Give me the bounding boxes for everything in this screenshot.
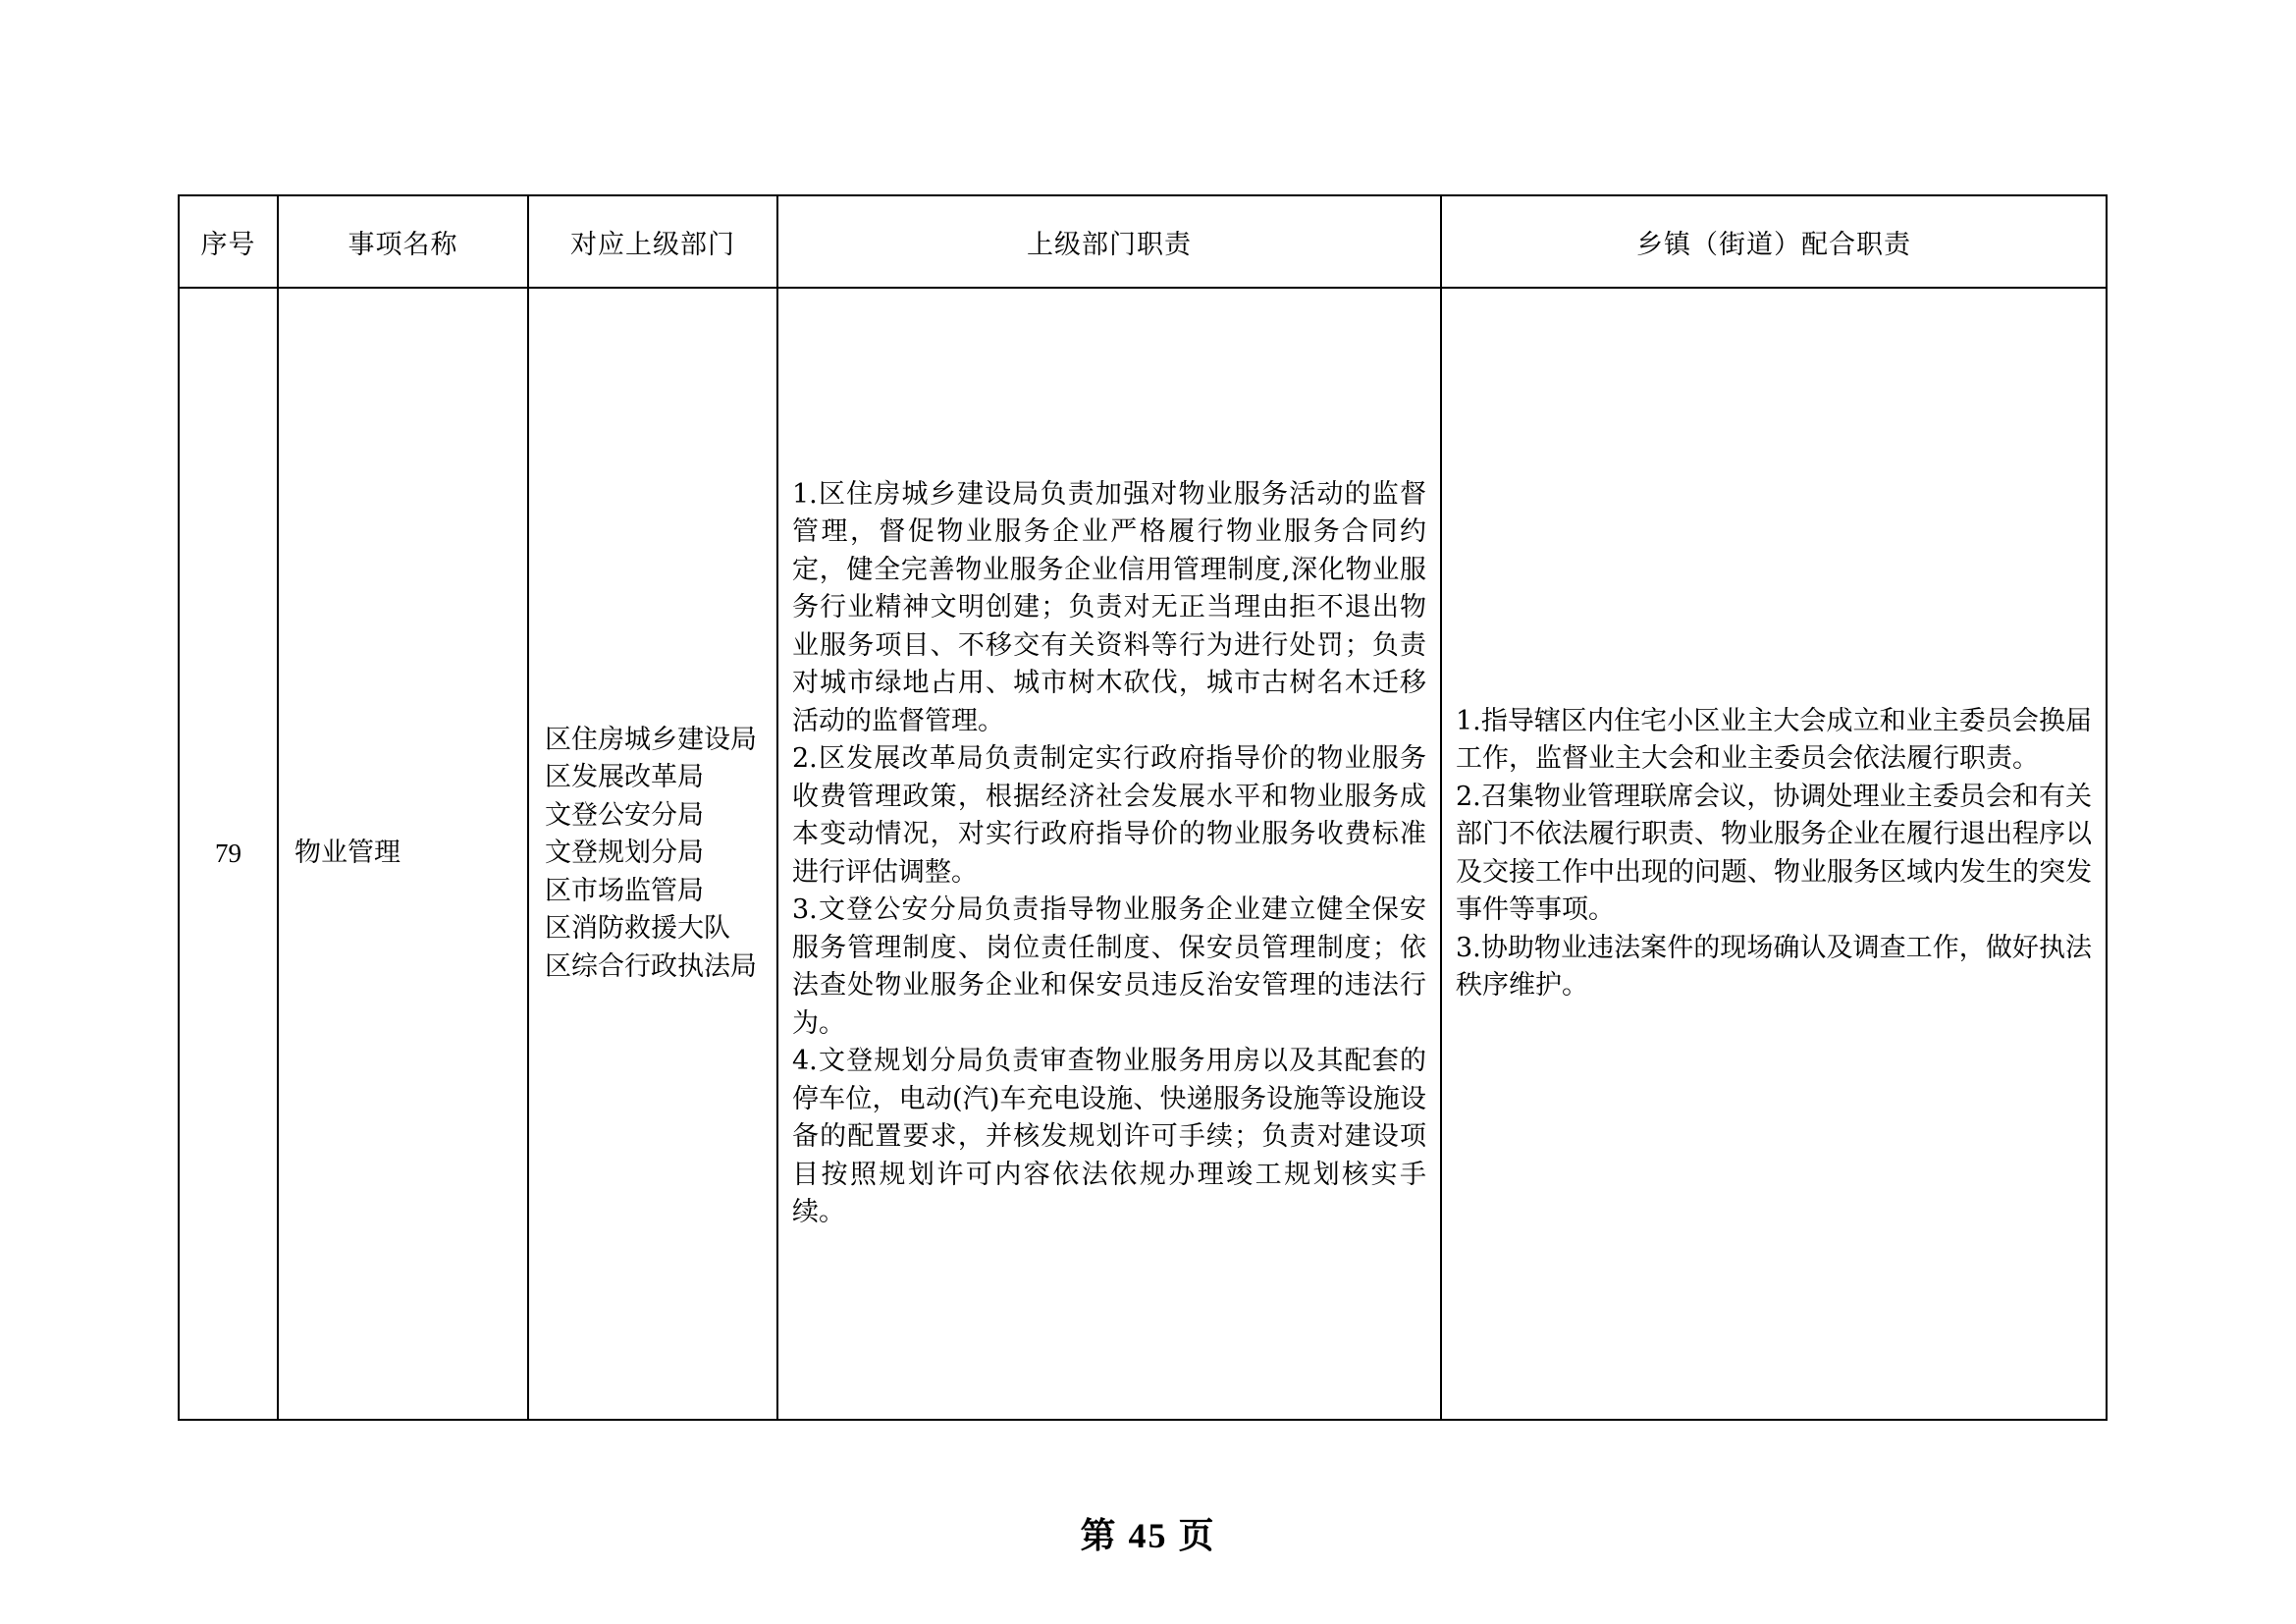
cell-serial-no: 79 [179, 288, 278, 1420]
table-header-row [179, 195, 2107, 288]
department-item: 文登规划分局 [545, 838, 704, 869]
cooperation-paragraph: 2.召集物业管理联席会议，协调处理业主委员会和有关部门不依法履行职责、物业服务企业在履行退出程序以及交接工作中出现的问题、物业服务区域内发生的突发事件等事项。 [1456, 781, 2092, 925]
department-item: 区消防救援大队 [545, 913, 730, 945]
header-township-cooperation: 乡镇（街道）配合职责 [1441, 195, 2107, 288]
cell-cooperation [1441, 288, 2107, 1420]
cooperation-paragraph: 3.协助物业违法案件的现场确认及调查工作，做好执法秩序维护。 [1456, 932, 2092, 1001]
header-superior-responsibilities: 上级部门职责 [777, 195, 1441, 288]
department-item: 区发展改革局 [545, 762, 704, 793]
department-item: 区市场监管局 [545, 875, 704, 906]
responsibility-paragraph: 4.文登规划分局负责审查物业服务用房以及其配套的停车位，电动(汽)车充电设施、快递服务设施等设施设备的配置要求，并核发规划许可手续；负责对建设项目按照规划许可内容依法依规办理竣工规划核实手续。 [792, 1046, 1426, 1227]
department-item: 区综合行政执法局 [545, 950, 757, 982]
responsibility-paragraph: 1.区住房城乡建设局负责加强对物业服务活动的监督管理，督促物业服务企业严格履行物业服务合同约定，健全完善物业服务企业信用管理制度,深化物业服务行业精神文明创建；负责对无正当理由拒不退出物业服务项目、不移交有关资料等行为进行处罚；负责对城市绿地占用、城市树木砍伐，城市古树名木迁移活动的监督管理。 [792, 478, 1426, 736]
header-serial-no: 序号 [179, 195, 278, 288]
header-superior-department: 对应上级部门 [528, 195, 777, 288]
responsibility-paragraph: 3.文登公安分局负责指导物业服务企业建立健全保安服务管理制度、岗位责任制度、保安员管理制度；依法查处物业服务企业和保安员违反治安管理的违法行为。 [792, 894, 1426, 1039]
cell-responsibilities [777, 288, 1441, 1420]
header-item-name: 事项名称 [278, 195, 528, 288]
responsibility-paragraph: 2.区发展改革局负责制定实行政府指导价的物业服务收费管理政策，根据经济社会发展水平和物业服务成本变动情况，对实行政府指导价的物业服务收费标准进行评估调整。 [792, 743, 1426, 888]
cell-departments [528, 288, 777, 1420]
responsibility-table [178, 194, 2108, 1421]
cell-item-name: 物业管理 [278, 288, 528, 1420]
cooperation-paragraph: 1.指导辖区内住宅小区业主大会成立和业主委员会换届工作，监督业主大会和业主委员会依法履行职责。 [1456, 705, 2092, 774]
table-row [179, 288, 2107, 1420]
department-item: 文登公安分局 [545, 799, 704, 831]
department-item: 区住房城乡建设局 [545, 724, 757, 755]
page-number: 第 45 页 [1080, 1516, 1216, 1555]
